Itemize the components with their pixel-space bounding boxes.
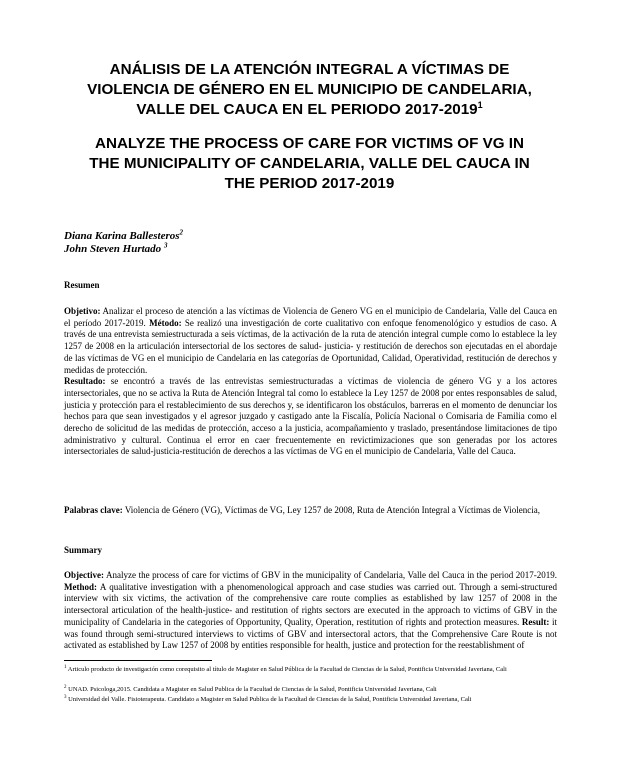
footnote-1 xyxy=(64,666,554,674)
title-spanish-line-1: ANÁLISIS DE LA ATENCIÓN INTEGRAL A VÍCTIMAS DE xyxy=(109,61,510,78)
resultado-text: se encontró a través de las entrevistas semiestructuradas a víctimas de violencia de género VG y a los actores intersectoriales, que no se activa la Ruta de Atención Integral tal como lo establece la Ley 1257 de 2008 por entes responsables de salud, justicia y protección para el restablecimiento de sus derechos y, se identificaron los obstáculos, barreras en el momento de denunciar los hechos para que sean investigados y el agresor juzgado y castigado ante la Fiscalía, Policía Nacional o Comisaria de Familia como el derecho de solicitud de las medidas de protección, acceso a la justicia, acompañamiento y traslado, presentándose limitaciones de tipo administrativo y cultural. Continua el error en caer frecuentemente en revictimizaciones que son generadas por los actores intersectoriales de salud-justicia-restitución de derechos a las víctimas de VG en el municipio de Candelaria, Valle del Cauca. xyxy=(64,376,557,457)
author-2-footnote-mark[interactable]: 3 xyxy=(163,241,168,250)
author-1-footnote-mark[interactable]: 2 xyxy=(179,228,184,237)
title-english-line-2: THE MUNICIPALITY OF CANDELARIA, VALLE DEL CAUCA IN xyxy=(89,155,530,172)
title-spanish-line-3: VALLE DEL CAUCA EN EL PERIODO 2017-2019$^1$ xyxy=(136,99,483,118)
title-english-line-3: THE PERIOD 2017-2019 xyxy=(224,175,395,192)
method-text: A qualitative investigation with a phenomenological approach and case studies was carried out. Through a semi-structured interview with six victims, the activation of the comprehensive care route complies as established by law 1257 of 2008 in the intersectoral articulation of the health-justice- and restitution of rights sectors are executed in the approach to victims of GBV in the municipality of Candelaria in the categories of Opportunity, Quality, Operation, restitution of rights and protection measures. xyxy=(64,581,557,627)
objective-label: Objective: xyxy=(64,570,104,580)
result-text: it was found through semi-structured interviews to victims of GBV and intersectoral actors, that the Comprehensive Care Route is not activated as established by Law 1257 of 2008 by entities responsible for health, justice and protection for the reestablishment of xyxy=(64,616,557,651)
footnote-3-mark: 3 xyxy=(64,694,67,700)
result-label: Result: xyxy=(521,616,550,627)
objective-text: Analyze the process of care for victims of GBV in the municipality of Candelaria, Valle del Cauca in the period 2017-2019. xyxy=(103,570,557,580)
palabras-clave-label: Palabras clave: xyxy=(64,505,123,515)
palabras-clave-text: Violencia de Género (VG), Víctimas de VG, Ley 1257 de 2008, Ruta de Atención Integral a Víctimas de Violencia, xyxy=(122,505,540,515)
objetivo-label: Objetivo: xyxy=(64,306,101,316)
author-2-name: John Steven Hurtado xyxy=(64,243,164,255)
footnote-mark-1[interactable]: 1 xyxy=(477,99,483,110)
metodo-text: Se realizó una investigación de corte cualitativo con enfoque fenomenológico y estudios de caso. A través de una entrevista semiestructurada a seis víctimas, de la activación de la ruta de atención integral cumple como lo establece la ley 1257 de 2008 en la articulación intersectorial de los sectores de salud- justicia- y restitución de derechos son ejecutadas en el abordaje de las víctimas de VG en el municipio de Candelaria en las categorías de Oportunidad, Calidad, Operatividad, restitución de derechos y medidas de protección. xyxy=(64,317,558,375)
footnote-2-text: UNAD. Psicologa,2015. Candidata a Magister en Salud Publica de la Facultad de Ciencias de la Salud, Pontificia Universidad Javeriana, Cali xyxy=(66,686,437,693)
footnote-2-mark: 2 xyxy=(64,684,67,690)
objetivo-text: Analizar el proceso de atención a las víctimas de Violencia de Genero VG en el municipio de Candelaria, Valle del Cauca en el período 2017-2019. xyxy=(64,306,557,328)
title-english-line-1: ANALYZE THE PROCESS OF CARE FOR VICTIMS OF VG IN xyxy=(95,135,524,152)
palabras-clave xyxy=(64,505,557,517)
resumen-paragraph xyxy=(64,306,557,458)
resultado-label: Resultado: xyxy=(64,376,106,387)
summary-heading: Summary xyxy=(64,545,102,555)
footnote-divider xyxy=(64,660,212,661)
author-1 xyxy=(64,230,183,242)
author-1-name: Diana Karina Ballesteros xyxy=(64,230,180,242)
footnote-3-text: Universidad del Valle. Fisioterapeuta. Candidato a Magister en Salud Publica de la Facultad de Ciencias de la Salud, Pontificia Universidad Javeriana, Cali xyxy=(66,696,472,703)
resumen-heading: Resumen xyxy=(64,280,100,290)
footnote-1-mark: 1 xyxy=(64,664,67,670)
footnote-2 xyxy=(64,686,554,694)
title-spanish xyxy=(40,60,579,120)
author-2 xyxy=(64,243,167,255)
summary-paragraph xyxy=(64,570,557,652)
footnote-1-text: Articulo producto de investigación como corequisito al título de Magister en Salud Pública de la Facultad de Ciencias de la Salud, Pontificia Universidad Javeriana, Cali xyxy=(66,666,507,673)
footnote-3 xyxy=(64,696,554,704)
method-label: Method: xyxy=(64,581,97,592)
title-english xyxy=(40,134,579,194)
metodo-label: Método: xyxy=(149,317,182,328)
title-spanish-line-2: VIOLENCIA DE GÉNERO EN EL MUNICIPIO DE CANDELARIA, xyxy=(87,81,532,98)
